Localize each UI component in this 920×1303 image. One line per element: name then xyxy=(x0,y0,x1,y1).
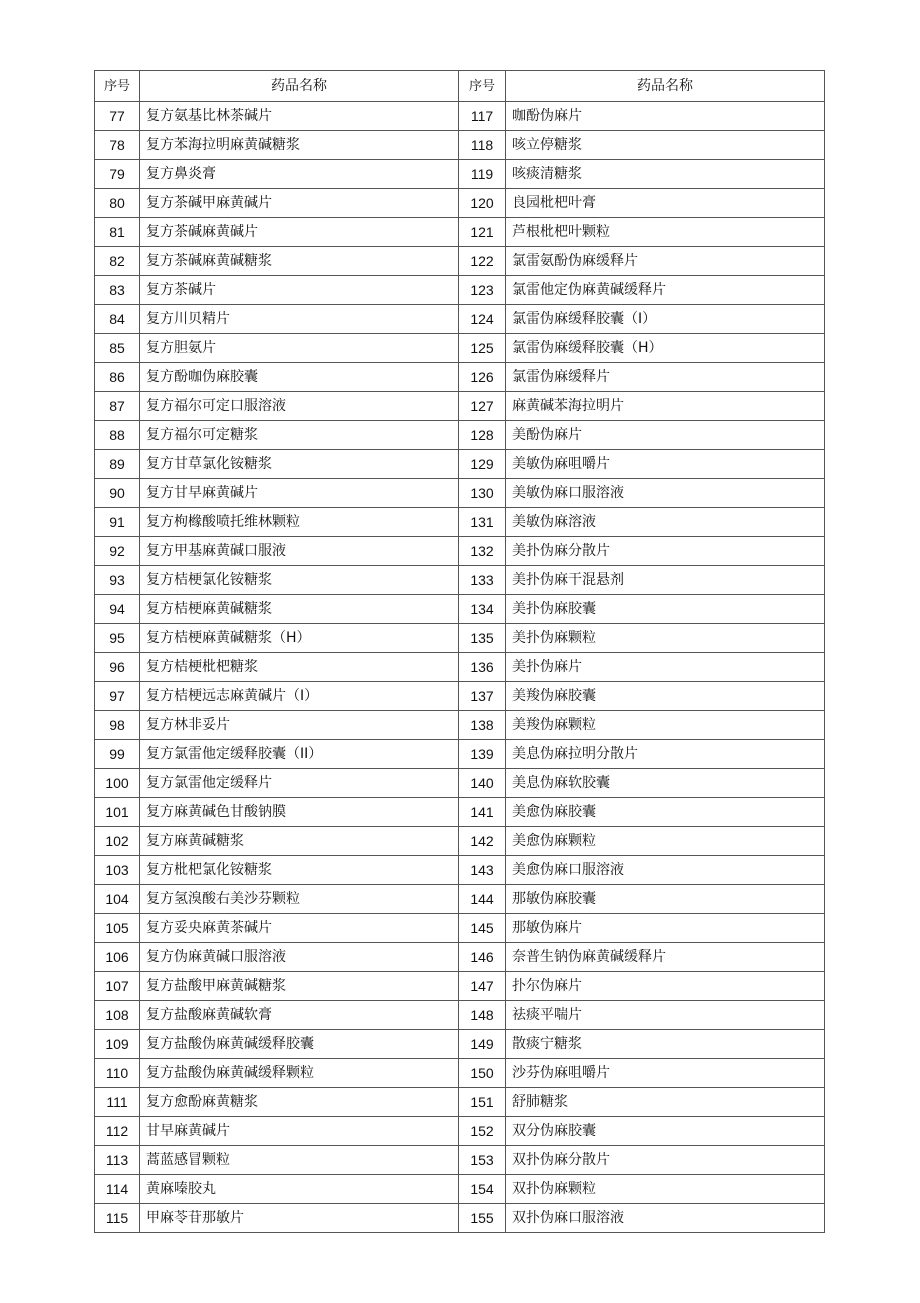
table-row xyxy=(95,1175,825,1204)
table-row xyxy=(95,276,825,305)
drug-name-left: 复方鼻炎膏 xyxy=(140,160,459,189)
header-drug-name-left: 药品名称 xyxy=(140,71,459,102)
serial-number-left: 112 xyxy=(95,1117,140,1146)
drug-name-left: 复方茶碱片 xyxy=(140,276,459,305)
serial-number-left: 78 xyxy=(95,131,140,160)
serial-number-left: 82 xyxy=(95,247,140,276)
serial-number-left: 83 xyxy=(95,276,140,305)
serial-number-right: 134 xyxy=(459,595,506,624)
drug-name-left: 复方氢溴酸右美沙芬颗粒 xyxy=(140,885,459,914)
serial-number-right: 137 xyxy=(459,682,506,711)
table-row xyxy=(95,305,825,334)
drug-name-left: 复方桔梗麻黄碱糖浆 xyxy=(140,595,459,624)
serial-number-left: 81 xyxy=(95,218,140,247)
serial-number-left: 80 xyxy=(95,189,140,218)
serial-number-left: 111 xyxy=(95,1088,140,1117)
table-row xyxy=(95,740,825,769)
table-row xyxy=(95,1088,825,1117)
table-row xyxy=(95,479,825,508)
table-row xyxy=(95,943,825,972)
serial-number-left: 95 xyxy=(95,624,140,653)
drug-name-right: 氯雷伪麻缓释胶囊（I） xyxy=(506,305,825,334)
serial-number-left: 100 xyxy=(95,769,140,798)
serial-number-left: 85 xyxy=(95,334,140,363)
drug-name-left: 复方枇杷氯化铵糖浆 xyxy=(140,856,459,885)
drug-name-left: 复方林非妥片 xyxy=(140,711,459,740)
serial-number-left: 97 xyxy=(95,682,140,711)
drug-name-right: 美羧伪麻颗粒 xyxy=(506,711,825,740)
drug-name-right: 美羧伪麻胶囊 xyxy=(506,682,825,711)
drug-name-left: 复方甘草氯化铵糖浆 xyxy=(140,450,459,479)
drug-name-left: 复方枸橼酸喷托维林颗粒 xyxy=(140,508,459,537)
table-row xyxy=(95,769,825,798)
drug-name-right: 氯雷氨酚伪麻缓释片 xyxy=(506,247,825,276)
serial-number-left: 93 xyxy=(95,566,140,595)
drug-name-left: 甲麻苓苷那敏片 xyxy=(140,1204,459,1233)
serial-number-right: 131 xyxy=(459,508,506,537)
serial-number-left: 114 xyxy=(95,1175,140,1204)
serial-number-right: 145 xyxy=(459,914,506,943)
drug-name-right: 美扑伪麻胶囊 xyxy=(506,595,825,624)
drug-name-right: 双扑伪麻颗粒 xyxy=(506,1175,825,1204)
drug-name-right: 美息伪麻软胶囊 xyxy=(506,769,825,798)
drug-name-left: 复方甲基麻黄碱口服液 xyxy=(140,537,459,566)
serial-number-right: 117 xyxy=(459,102,506,131)
serial-number-right: 132 xyxy=(459,537,506,566)
drug-name-left: 复方桔梗麻黄碱糖浆（H） xyxy=(140,624,459,653)
serial-number-right: 150 xyxy=(459,1059,506,1088)
serial-number-right: 154 xyxy=(459,1175,506,1204)
drug-name-right: 咳立停糖浆 xyxy=(506,131,825,160)
serial-number-left: 104 xyxy=(95,885,140,914)
table-row xyxy=(95,624,825,653)
serial-number-right: 143 xyxy=(459,856,506,885)
table-row xyxy=(95,566,825,595)
serial-number-right: 122 xyxy=(459,247,506,276)
drug-name-left: 甘早麻黄碱片 xyxy=(140,1117,459,1146)
serial-number-right: 147 xyxy=(459,972,506,1001)
table-row xyxy=(95,1001,825,1030)
drug-name-left: 复方盐酸麻黄碱软膏 xyxy=(140,1001,459,1030)
drug-name-left: 复方麻黄碱色甘酸钠膜 xyxy=(140,798,459,827)
serial-number-right: 130 xyxy=(459,479,506,508)
serial-number-left: 98 xyxy=(95,711,140,740)
header-drug-name-right: 药品名称 xyxy=(506,71,825,102)
table-row xyxy=(95,160,825,189)
serial-number-right: 127 xyxy=(459,392,506,421)
serial-number-left: 99 xyxy=(95,740,140,769)
serial-number-right: 135 xyxy=(459,624,506,653)
drug-name-left: 复方茶碱麻黄碱糖浆 xyxy=(140,247,459,276)
drug-name-right: 美敏伪麻口服溶液 xyxy=(506,479,825,508)
table-row xyxy=(95,537,825,566)
drug-name-right: 咳痰清糖浆 xyxy=(506,160,825,189)
drug-name-right: 氯雷他定伪麻黄碱缓释片 xyxy=(506,276,825,305)
header-serial-number-left: 序号 xyxy=(95,71,140,102)
serial-number-left: 87 xyxy=(95,392,140,421)
table-row xyxy=(95,1204,825,1233)
drug-name-right: 氯雷伪麻缓释片 xyxy=(506,363,825,392)
serial-number-left: 88 xyxy=(95,421,140,450)
drug-name-right: 那敏伪麻片 xyxy=(506,914,825,943)
serial-number-right: 149 xyxy=(459,1030,506,1059)
drug-name-right: 美扑伪麻片 xyxy=(506,653,825,682)
serial-number-right: 146 xyxy=(459,943,506,972)
drug-name-right: 散痰宁糖浆 xyxy=(506,1030,825,1059)
drug-name-left: 复方愈酚麻黄糖浆 xyxy=(140,1088,459,1117)
table-row xyxy=(95,131,825,160)
serial-number-left: 106 xyxy=(95,943,140,972)
serial-number-right: 126 xyxy=(459,363,506,392)
drug-name-left: 复方盐酸伪麻黄碱缓释颗粒 xyxy=(140,1059,459,1088)
drug-name-right: 奈普生钠伪麻黄碱缓释片 xyxy=(506,943,825,972)
drug-name-left: 复方盐酸甲麻黄碱糖浆 xyxy=(140,972,459,1001)
serial-number-right: 155 xyxy=(459,1204,506,1233)
serial-number-right: 123 xyxy=(459,276,506,305)
drug-name-left: 复方妥央麻黄茶碱片 xyxy=(140,914,459,943)
serial-number-right: 118 xyxy=(459,131,506,160)
serial-number-right: 138 xyxy=(459,711,506,740)
drug-name-left: 复方桔梗氯化铵糖浆 xyxy=(140,566,459,595)
table-row xyxy=(95,798,825,827)
serial-number-right: 128 xyxy=(459,421,506,450)
serial-number-right: 144 xyxy=(459,885,506,914)
drug-name-left: 黄麻嗪胶丸 xyxy=(140,1175,459,1204)
drug-name-right: 芦根枇杷叶颗粒 xyxy=(506,218,825,247)
table-row xyxy=(95,421,825,450)
serial-number-left: 89 xyxy=(95,450,140,479)
table-row xyxy=(95,1030,825,1059)
serial-number-left: 110 xyxy=(95,1059,140,1088)
serial-number-left: 96 xyxy=(95,653,140,682)
drug-name-left: 复方盐酸伪麻黄碱缓释胶囊 xyxy=(140,1030,459,1059)
header-serial-number-right: 序号 xyxy=(459,71,506,102)
drug-name-right: 那敏伪麻胶囊 xyxy=(506,885,825,914)
drug-name-right: 舒肺糖浆 xyxy=(506,1088,825,1117)
drug-name-right: 美愈伪麻口服溶液 xyxy=(506,856,825,885)
drug-name-right: 美敏伪麻咀嚼片 xyxy=(506,450,825,479)
drug-name-left: 复方伪麻黄碱口服溶液 xyxy=(140,943,459,972)
table-row xyxy=(95,653,825,682)
table-row xyxy=(95,595,825,624)
drug-name-right: 沙芬伪麻咀嚼片 xyxy=(506,1059,825,1088)
drug-name-left: 复方桔梗枇杷糖浆 xyxy=(140,653,459,682)
serial-number-right: 124 xyxy=(459,305,506,334)
serial-number-left: 91 xyxy=(95,508,140,537)
serial-number-right: 152 xyxy=(459,1117,506,1146)
table-row xyxy=(95,450,825,479)
drug-name-right: 美扑伪麻颗粒 xyxy=(506,624,825,653)
drug-name-left: 复方茶碱麻黄碱片 xyxy=(140,218,459,247)
table-row xyxy=(95,102,825,131)
serial-number-left: 108 xyxy=(95,1001,140,1030)
serial-number-left: 94 xyxy=(95,595,140,624)
drug-name-right: 良园枇杷叶膏 xyxy=(506,189,825,218)
serial-number-right: 153 xyxy=(459,1146,506,1175)
drug-name-right: 美扑伪麻干混悬剂 xyxy=(506,566,825,595)
drug-name-left: 蒿蓝感冒颗粒 xyxy=(140,1146,459,1175)
serial-number-left: 103 xyxy=(95,856,140,885)
drug-name-left: 复方麻黄碱糖浆 xyxy=(140,827,459,856)
serial-number-right: 129 xyxy=(459,450,506,479)
table-row xyxy=(95,508,825,537)
serial-number-left: 90 xyxy=(95,479,140,508)
serial-number-left: 109 xyxy=(95,1030,140,1059)
drug-name-right: 美息伪麻拉明分散片 xyxy=(506,740,825,769)
table-body xyxy=(95,102,825,1233)
drug-name-right: 美扑伪麻分散片 xyxy=(506,537,825,566)
serial-number-right: 119 xyxy=(459,160,506,189)
table-row xyxy=(95,1146,825,1175)
serial-number-right: 140 xyxy=(459,769,506,798)
serial-number-left: 79 xyxy=(95,160,140,189)
table-header-row xyxy=(95,71,825,102)
serial-number-right: 136 xyxy=(459,653,506,682)
serial-number-right: 148 xyxy=(459,1001,506,1030)
table-row xyxy=(95,972,825,1001)
table-row xyxy=(95,1117,825,1146)
drug-name-left: 复方胆氨片 xyxy=(140,334,459,363)
table-row xyxy=(95,363,825,392)
drug-name-left: 复方福尔可定糖浆 xyxy=(140,421,459,450)
table-row xyxy=(95,334,825,363)
drug-name-right: 麻黄碱苯海拉明片 xyxy=(506,392,825,421)
serial-number-left: 113 xyxy=(95,1146,140,1175)
drug-name-right: 美愈伪麻胶囊 xyxy=(506,798,825,827)
serial-number-left: 101 xyxy=(95,798,140,827)
drug-name-left: 复方桔梗远志麻黄碱片（I） xyxy=(140,682,459,711)
table-row xyxy=(95,218,825,247)
drug-name-left: 复方氯雷他定缓释片 xyxy=(140,769,459,798)
drug-name-left: 复方川贝精片 xyxy=(140,305,459,334)
drug-name-right: 咖酚伪麻片 xyxy=(506,102,825,131)
serial-number-right: 121 xyxy=(459,218,506,247)
table-row xyxy=(95,392,825,421)
drug-name-right: 美敏伪麻溶液 xyxy=(506,508,825,537)
drug-name-left: 复方甘早麻黄碱片 xyxy=(140,479,459,508)
serial-number-left: 77 xyxy=(95,102,140,131)
drug-name-right: 双扑伪麻口服溶液 xyxy=(506,1204,825,1233)
drug-name-left: 复方氯雷他定缓释胶囊（II） xyxy=(140,740,459,769)
serial-number-right: 141 xyxy=(459,798,506,827)
table-row xyxy=(95,885,825,914)
table-row xyxy=(95,827,825,856)
drug-list-table xyxy=(94,70,825,1233)
drug-name-left: 复方酚咖伪麻胶囊 xyxy=(140,363,459,392)
drug-name-right: 祛痰平喘片 xyxy=(506,1001,825,1030)
table-row xyxy=(95,914,825,943)
table-row xyxy=(95,682,825,711)
serial-number-right: 142 xyxy=(459,827,506,856)
drug-name-right: 美酚伪麻片 xyxy=(506,421,825,450)
table-row xyxy=(95,1059,825,1088)
table-row xyxy=(95,189,825,218)
serial-number-right: 151 xyxy=(459,1088,506,1117)
serial-number-right: 139 xyxy=(459,740,506,769)
serial-number-left: 107 xyxy=(95,972,140,1001)
drug-name-right: 氯雷伪麻缓释胶囊（H） xyxy=(506,334,825,363)
serial-number-left: 92 xyxy=(95,537,140,566)
serial-number-right: 125 xyxy=(459,334,506,363)
serial-number-left: 102 xyxy=(95,827,140,856)
table-row xyxy=(95,711,825,740)
drug-name-left: 复方苯海拉明麻黄碱糖浆 xyxy=(140,131,459,160)
serial-number-left: 86 xyxy=(95,363,140,392)
drug-name-right: 扑尔伪麻片 xyxy=(506,972,825,1001)
serial-number-left: 115 xyxy=(95,1204,140,1233)
serial-number-left: 105 xyxy=(95,914,140,943)
drug-name-right: 双分伪麻胶囊 xyxy=(506,1117,825,1146)
drug-name-left: 复方氨基比林茶碱片 xyxy=(140,102,459,131)
drug-name-left: 复方茶碱甲麻黄碱片 xyxy=(140,189,459,218)
table-row xyxy=(95,247,825,276)
table-row xyxy=(95,856,825,885)
serial-number-right: 133 xyxy=(459,566,506,595)
drug-name-left: 复方福尔可定口服溶液 xyxy=(140,392,459,421)
serial-number-left: 84 xyxy=(95,305,140,334)
drug-name-right: 美愈伪麻颗粒 xyxy=(506,827,825,856)
drug-name-right: 双扑伪麻分散片 xyxy=(506,1146,825,1175)
serial-number-right: 120 xyxy=(459,189,506,218)
